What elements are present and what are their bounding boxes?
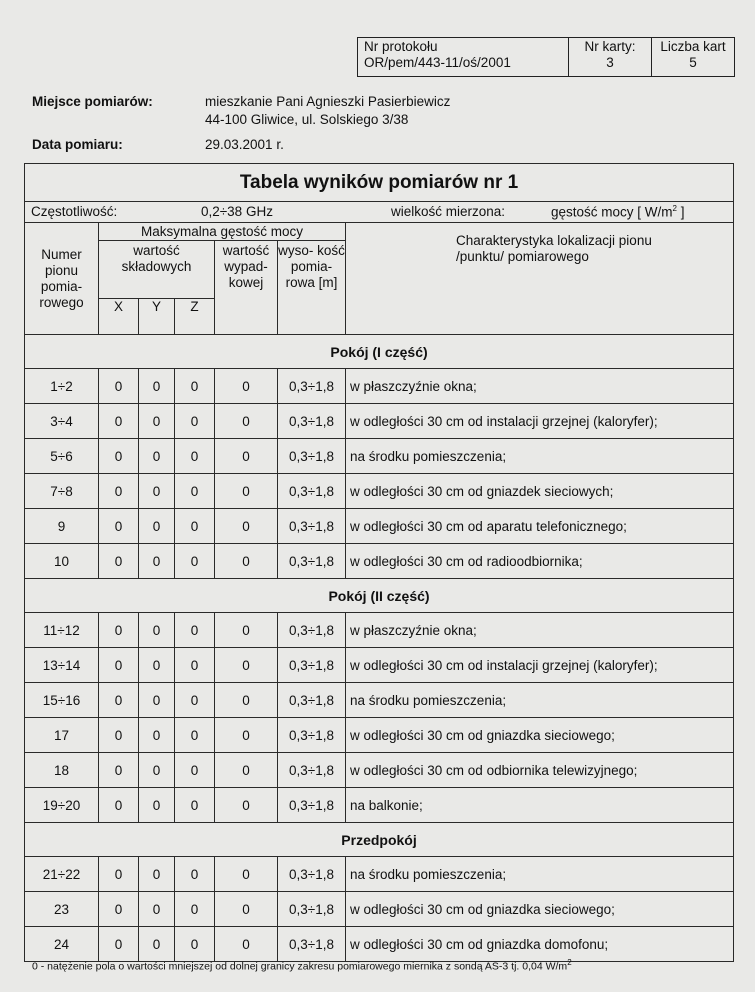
- cell-height: 0,3÷1,8: [278, 509, 346, 544]
- cell-number: 1÷2: [25, 369, 99, 404]
- section-row: [25, 823, 734, 857]
- date-label: Data pomiaru:: [32, 137, 123, 152]
- table-row: [25, 718, 734, 753]
- frequency-row: [25, 202, 734, 223]
- table-row: [25, 369, 734, 404]
- cell-x: 0: [99, 509, 139, 544]
- cell-z: 0: [175, 892, 215, 927]
- cell-height: 0,3÷1,8: [278, 927, 346, 962]
- cell-height: 0,3÷1,8: [278, 369, 346, 404]
- cell-y: 0: [139, 683, 175, 718]
- cell-resultant: 0: [215, 648, 278, 683]
- header-height: wyso- kość pomia- rowa [m]: [278, 241, 346, 335]
- protocol-value: OR/pem/443-11/oś/2001: [364, 55, 511, 70]
- cell-resultant: 0: [215, 509, 278, 544]
- header-z: Z: [175, 299, 215, 335]
- cell-z: 0: [175, 509, 215, 544]
- table-title: Tabela wyników pomiarów nr 1: [25, 164, 734, 202]
- cell-z: 0: [175, 788, 215, 823]
- cell-description: na środku pomieszczenia;: [346, 857, 734, 892]
- cell-resultant: 0: [215, 683, 278, 718]
- header-resultant: wartość wypad- kowej: [215, 241, 278, 335]
- cell-y: 0: [139, 474, 175, 509]
- table-row: [25, 613, 734, 648]
- protocol-box: [357, 37, 735, 77]
- cell-description: w odległości 30 cm od instalacji grzejnej (kaloryfer);: [346, 648, 734, 683]
- cell-height: 0,3÷1,8: [278, 439, 346, 474]
- cell-height: 0,3÷1,8: [278, 648, 346, 683]
- table-row: [25, 927, 734, 962]
- cell-x: 0: [99, 857, 139, 892]
- cell-y: 0: [139, 788, 175, 823]
- cards-count-value: 5: [689, 55, 697, 70]
- card-label: Nr karty:: [584, 39, 636, 54]
- footnote: 0 - natężenie pola o wartości mniejszej od dolnej granicy zakresu pomiarowego miernika z sondą AS-3 tj. 0,04 $W/m^2$: [32, 958, 572, 973]
- protocol-label: Nr protokołu: [364, 39, 438, 54]
- cell-number: 3÷4: [25, 404, 99, 439]
- cell-number: 15÷16: [25, 683, 99, 718]
- place-line2: 44-100 Gliwice, ul. Solskiego 3/38: [205, 112, 409, 127]
- cell-resultant: 0: [215, 544, 278, 579]
- table-row: [25, 404, 734, 439]
- cell-x: 0: [99, 439, 139, 474]
- cell-number: 9: [25, 509, 99, 544]
- cell-y: 0: [139, 892, 175, 927]
- cell-x: 0: [99, 892, 139, 927]
- cell-y: 0: [139, 857, 175, 892]
- cell-description: w odległości 30 cm od gniazdka domofonu;: [346, 927, 734, 962]
- cell-number: 11÷12: [25, 613, 99, 648]
- table-row: [25, 753, 734, 788]
- cell-number: 24: [25, 927, 99, 962]
- cell-z: 0: [175, 683, 215, 718]
- cell-height: 0,3÷1,8: [278, 544, 346, 579]
- cell-height: 0,3÷1,8: [278, 753, 346, 788]
- card-value: 3: [606, 55, 614, 70]
- quantity-value: gęstość mocy [ $W/m^2$ ]: [551, 204, 685, 220]
- table-row: [25, 788, 734, 823]
- cell-z: 0: [175, 857, 215, 892]
- table-row: [25, 439, 734, 474]
- section-row: [25, 335, 734, 369]
- cell-z: 0: [175, 369, 215, 404]
- results-table: [24, 163, 734, 962]
- cell-z: 0: [175, 404, 215, 439]
- cards-count-cell: [652, 38, 734, 76]
- cell-number: 21÷22: [25, 857, 99, 892]
- cell-number: 10: [25, 544, 99, 579]
- cell-resultant: 0: [215, 613, 278, 648]
- cell-x: 0: [99, 648, 139, 683]
- cell-z: 0: [175, 613, 215, 648]
- header-x: X: [99, 299, 139, 335]
- header-number: Numer pionu pomia- rowego: [25, 223, 99, 335]
- table-row: [25, 544, 734, 579]
- cell-description: w odległości 30 cm od gniazdka sieciowego;: [346, 718, 734, 753]
- cell-number: 19÷20: [25, 788, 99, 823]
- cell-height: 0,3÷1,8: [278, 474, 346, 509]
- cell-y: 0: [139, 404, 175, 439]
- cell-x: 0: [99, 404, 139, 439]
- cell-z: 0: [175, 439, 215, 474]
- cell-description: w odległości 30 cm od gniazdka sieciowego;: [346, 892, 734, 927]
- cell-height: 0,3÷1,8: [278, 613, 346, 648]
- cell-y: 0: [139, 927, 175, 962]
- cell-height: 0,3÷1,8: [278, 404, 346, 439]
- cell-x: 0: [99, 788, 139, 823]
- cell-x: 0: [99, 753, 139, 788]
- cell-z: 0: [175, 927, 215, 962]
- cell-number: 7÷8: [25, 474, 99, 509]
- cell-y: 0: [139, 718, 175, 753]
- section-title: Przedpokój: [25, 823, 734, 857]
- table-row: [25, 683, 734, 718]
- cell-description: na balkonie;: [346, 788, 734, 823]
- cell-description: w płaszczyźnie okna;: [346, 613, 734, 648]
- cards-count-label: Liczba kart: [660, 39, 726, 54]
- cell-x: 0: [99, 683, 139, 718]
- cell-resultant: 0: [215, 927, 278, 962]
- cell-y: 0: [139, 369, 175, 404]
- table-row: [25, 892, 734, 927]
- cell-y: 0: [139, 613, 175, 648]
- place-line1: mieszkanie Pani Agnieszki Pasierbiewicz: [205, 94, 451, 109]
- cell-height: 0,3÷1,8: [278, 857, 346, 892]
- card-number-cell: [569, 38, 652, 76]
- cell-z: 0: [175, 544, 215, 579]
- cell-description: w odległości 30 cm od odbiornika telewizyjnego;: [346, 753, 734, 788]
- cell-y: 0: [139, 509, 175, 544]
- table-row: [25, 509, 734, 544]
- cell-number: 17: [25, 718, 99, 753]
- cell-resultant: 0: [215, 474, 278, 509]
- cell-number: 13÷14: [25, 648, 99, 683]
- cell-resultant: 0: [215, 857, 278, 892]
- quantity-label: wielkość mierzona:: [391, 204, 506, 220]
- table-row: [25, 474, 734, 509]
- cell-y: 0: [139, 544, 175, 579]
- cell-resultant: 0: [215, 718, 278, 753]
- cell-description: w odległości 30 cm od aparatu telefonicznego;: [346, 509, 734, 544]
- cell-y: 0: [139, 648, 175, 683]
- cell-number: 23: [25, 892, 99, 927]
- cell-z: 0: [175, 718, 215, 753]
- cell-resultant: 0: [215, 788, 278, 823]
- cell-resultant: 0: [215, 439, 278, 474]
- cell-description: w odległości 30 cm od gniazdek sieciowych;: [346, 474, 734, 509]
- table-row: [25, 648, 734, 683]
- cell-number: 18: [25, 753, 99, 788]
- section-title: Pokój (I część): [25, 335, 734, 369]
- header-max-density: Maksymalna gęstość mocy: [99, 223, 346, 241]
- table-row: [25, 857, 734, 892]
- cell-x: 0: [99, 369, 139, 404]
- cell-resultant: 0: [215, 404, 278, 439]
- protocol-number-cell: [358, 38, 569, 76]
- header-components: wartość składowych: [99, 241, 215, 299]
- cell-z: 0: [175, 474, 215, 509]
- cell-x: 0: [99, 718, 139, 753]
- frequency-value: 0,2÷38 GHz: [201, 204, 273, 220]
- section-row: [25, 579, 734, 613]
- place-label: Miejsce pomiarów:: [32, 94, 153, 109]
- frequency-label: Częstotliwość:: [31, 204, 118, 220]
- section-title: Pokój (II część): [25, 579, 734, 613]
- header-y: Y: [139, 299, 175, 335]
- cell-y: 0: [139, 439, 175, 474]
- cell-height: 0,3÷1,8: [278, 788, 346, 823]
- cell-resultant: 0: [215, 892, 278, 927]
- cell-description: w odległości 30 cm od instalacji grzejnej (kaloryfer);: [346, 404, 734, 439]
- cell-number: 5÷6: [25, 439, 99, 474]
- cell-resultant: 0: [215, 369, 278, 404]
- cell-z: 0: [175, 753, 215, 788]
- date-value: 29.03.2001 r.: [205, 137, 284, 152]
- cell-x: 0: [99, 613, 139, 648]
- cell-height: 0,3÷1,8: [278, 683, 346, 718]
- cell-description: w odległości 30 cm od radioodbiornika;: [346, 544, 734, 579]
- cell-x: 0: [99, 544, 139, 579]
- cell-x: 0: [99, 927, 139, 962]
- cell-y: 0: [139, 753, 175, 788]
- cell-description: na środku pomieszczenia;: [346, 683, 734, 718]
- cell-height: 0,3÷1,8: [278, 892, 346, 927]
- cell-resultant: 0: [215, 753, 278, 788]
- cell-z: 0: [175, 648, 215, 683]
- cell-height: 0,3÷1,8: [278, 718, 346, 753]
- cell-description: w płaszczyźnie okna;: [346, 369, 734, 404]
- cell-x: 0: [99, 474, 139, 509]
- header-description: Charakterystyka lokalizacji pionu /punktu/ pomiarowego: [346, 223, 734, 335]
- cell-description: na środku pomieszczenia;: [346, 439, 734, 474]
